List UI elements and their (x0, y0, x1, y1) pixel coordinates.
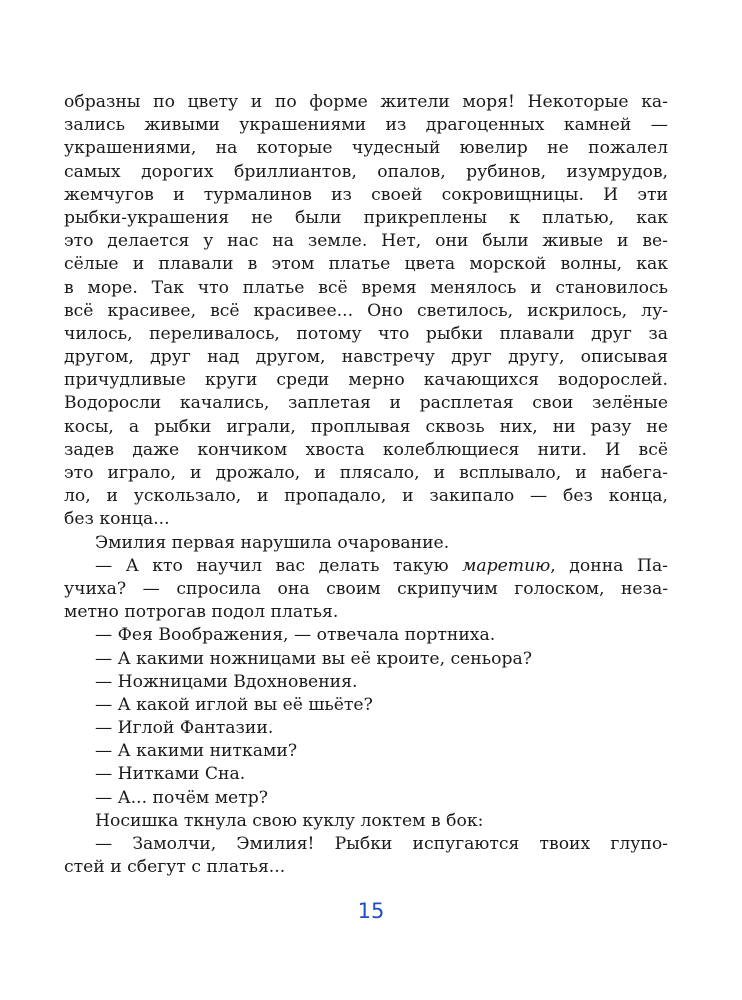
text-line: зались живыми украшениями из драгоценных камней — (64, 115, 668, 136)
text-line: — А какими нитками? (95, 741, 298, 762)
text-line: — А какими ножницами вы её кроите, сеньора? (95, 648, 532, 669)
text-line: учиха? — спросила она своим скрипучим голоском, неза- (64, 578, 668, 599)
page-number: 15 (357, 899, 385, 923)
text-line: стей и сбегут с платья... (64, 857, 286, 878)
text-line: в море. Так что платье всё время менялось и становилось (64, 277, 668, 298)
text-line: всё красивее, всё красивее... Оно светилось, искрилось, лу- (64, 300, 668, 321)
text-line: это делается у нас на земле. Нет, они были живые и ве- (64, 231, 668, 252)
text-line: — Фея Воображения, — отвечала портниха. (95, 625, 496, 646)
text-line: — Замолчи, Эмилия! Рыбки испугаются твоих глупо- (95, 834, 668, 854)
text-line: без конца... (64, 509, 170, 530)
text-line: чилось, переливалось, потому что рыбки плавали друг за (64, 323, 668, 344)
text-line: это играло, и дрожало, и плясало, и всплывало, и набега- (64, 463, 668, 483)
emphasized-word: маретию (462, 555, 551, 576)
text-line: — А кто научил вас делать такую маретию, донна Па- (95, 555, 668, 576)
text-line: метно потрогав подол платья. (64, 602, 339, 623)
text-line: рыбки-украшения не были прикреплены к платью, как (64, 207, 668, 228)
text-line: Водоросли качались, заплетая и расплетая свои зелёные (64, 393, 668, 414)
text-line: — Ножницами Вдохновения. (95, 671, 358, 692)
text-line: причудливые круги среди мерно качающихся водорослей. (64, 370, 668, 391)
text-line: украшениями, на которые чудесный ювелир не пожалел (64, 138, 668, 159)
text-line: — Нитками Сна. (95, 764, 246, 785)
text-line: образны по цвету и по форме жители моря! Некоторые ка- (64, 92, 668, 112)
text-line: другом, друг над другом, навстречу друг другу, описывая (64, 347, 668, 368)
text-line: — Иглой Фантазии. (95, 718, 274, 739)
text-line: ло, и ускользало, и пропадало, и закипало — без конца, (64, 486, 668, 507)
text-line: — А... почём метр? (95, 787, 268, 808)
text-line: самых дорогих бриллиантов, опалов, рубинов, изумрудов, (64, 161, 668, 182)
text-line: жемчугов и турмалинов из своей сокровищницы. И эти (64, 184, 668, 205)
text-line: Эмилия первая нарушила очарование. (95, 532, 450, 553)
text-line: сёлые и плавали в этом платье цвета морской волны, как (64, 254, 668, 275)
text-line: косы, а рыбки играли, проплывая сквозь них, ни разу не (64, 416, 668, 437)
text-line: Носишка ткнула свою куклу локтем в бок: (95, 810, 484, 831)
body-text (64, 91, 668, 879)
text-line: — А какой иглой вы её шьёте? (95, 694, 373, 715)
text-line: задев даже кончиком хвоста колеблющиеся нити. И всё (64, 439, 668, 460)
